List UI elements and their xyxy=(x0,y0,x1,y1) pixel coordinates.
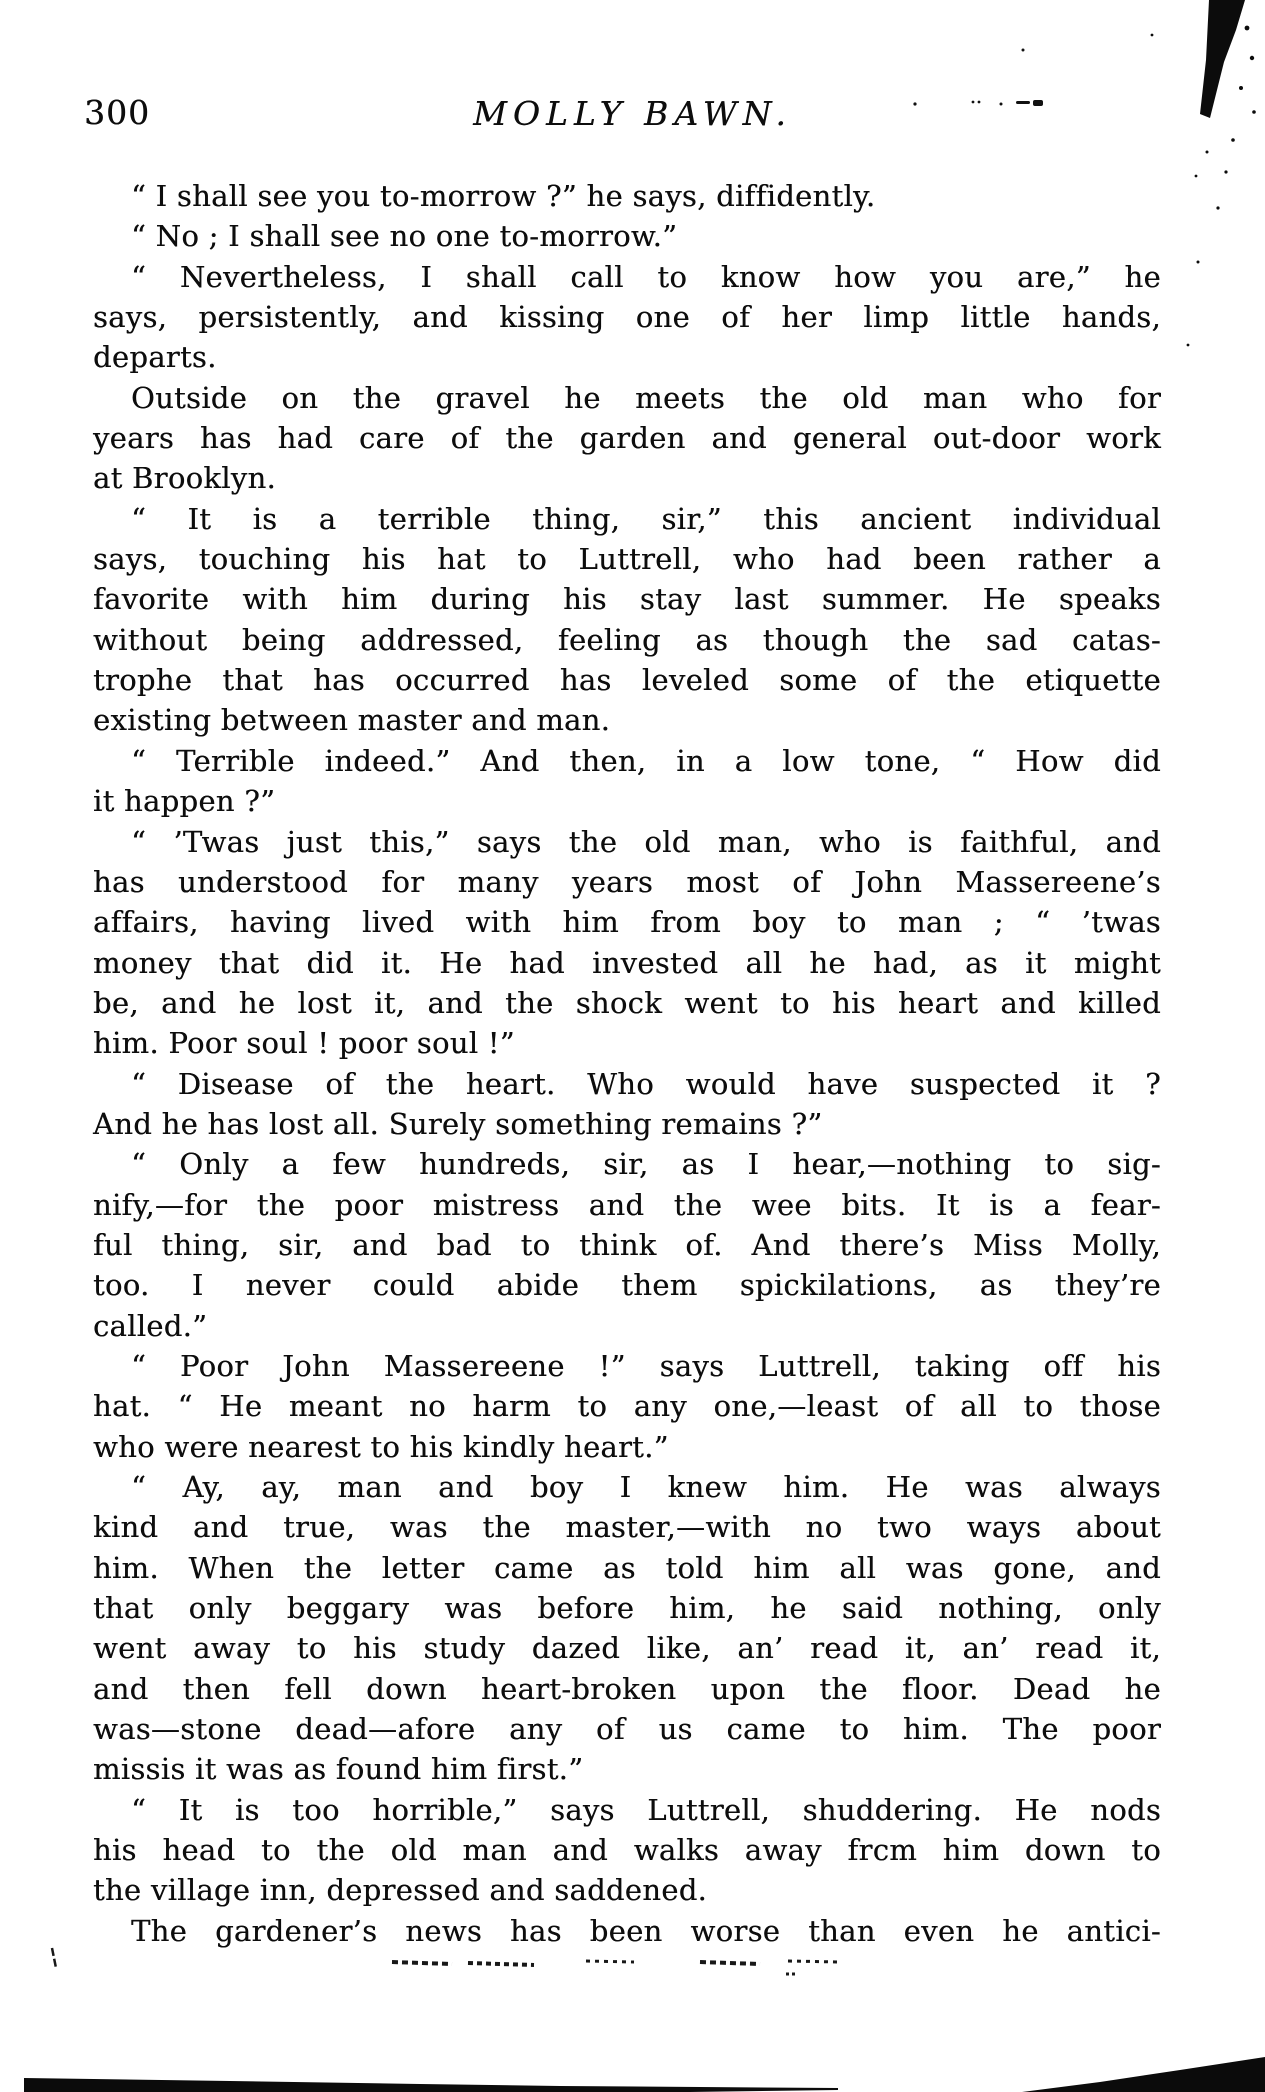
text-line: him. When the letter came as told him all was gone, and xyxy=(93,1550,1161,1585)
text-line: existing between master and man. xyxy=(93,703,611,738)
running-title: MOLLY BAWN. xyxy=(473,94,792,133)
text-line: called.” xyxy=(93,1308,208,1343)
text-line: him. Poor soul ! poor soul !” xyxy=(93,1026,515,1061)
text-line: “ Nevertheless, I shall call to know how you are,” he xyxy=(131,259,1161,294)
text-line: was—stone dead—afore any of us came to him. The poor xyxy=(93,1712,1161,1747)
text-line: who were nearest to his kindly heart.” xyxy=(93,1429,669,1464)
text-line: years has had care of the garden and general out-door work xyxy=(93,421,1161,456)
text-line: “ No ; I shall see no one to-morrow.” xyxy=(131,219,678,254)
text-line: “ Disease of the heart. Who would have suspected it ? xyxy=(131,1066,1161,1101)
text-line: “ It is a terrible thing, sir,” this ancient individual xyxy=(131,501,1161,536)
text-line: has understood for many years most of John Massereene’s xyxy=(93,864,1161,899)
body-text xyxy=(93,176,1161,1951)
text-line: kind and true, was the master,—with no two ways about xyxy=(93,1510,1161,1545)
text-line: that only beggary was before him, he said nothing, only xyxy=(93,1591,1161,1626)
text-line: The gardener’s news has been worse than even he antici- xyxy=(131,1913,1161,1948)
text-line: went away to his study dazed like, an’ read it, an’ read it, xyxy=(93,1631,1161,1666)
text-line: trophe that has occurred has leveled some of the etiquette xyxy=(93,663,1161,698)
text-line: money that did it. He had invested all he had, as it might xyxy=(93,945,1161,980)
text-line: favorite with him during his stay last summer. He speaks xyxy=(93,582,1161,617)
text-line: nify,—for the poor mistress and the wee bits. It is a fear- xyxy=(93,1187,1161,1222)
scan-artifact-bottom-left xyxy=(24,2078,838,2092)
text-line: “ Terrible indeed.” And then, in a low tone, “ How did xyxy=(131,743,1161,778)
text-line: missis it was as found him first.” xyxy=(93,1752,584,1787)
text-line: at Brooklyn. xyxy=(93,461,276,496)
scan-artifact-bottom-right xyxy=(1022,2057,1265,2092)
text-line: affairs, having lived with him from boy to man ; “ ’twas xyxy=(93,905,1161,940)
text-line: says, persistently, and kissing one of her limp little hands, xyxy=(93,300,1161,335)
text-line: it happen ?” xyxy=(93,784,276,819)
text-line: “ ’Twas just this,” says the old man, who is faithful, and xyxy=(131,824,1161,859)
text-line: “ I shall see you to-morrow ?” he says, diffidently. xyxy=(131,179,876,213)
text-line: “ Only a few hundreds, sir, as I hear,—nothing to sig- xyxy=(131,1147,1161,1182)
text-line: hat. “ He meant no harm to any one,—least of all to those xyxy=(93,1389,1161,1424)
scan-artifact-smudges xyxy=(52,1948,840,1974)
text-line: ful thing, sir, and bad to think of. And there’s Miss Molly, xyxy=(93,1227,1161,1262)
text-line: the village inn, depressed and saddened. xyxy=(93,1873,708,1908)
text-line: without being addressed, feeling as though the sad catas- xyxy=(93,622,1161,657)
text-line: be, and he lost it, and the shock went to his heart and killed xyxy=(93,985,1161,1020)
text-line: his head to the old man and walks away frcm him down to xyxy=(93,1833,1161,1868)
text-line: too. I never could abide them spickilations, as they’re xyxy=(93,1268,1161,1303)
text-line: Outside on the gravel he meets the old man who for xyxy=(131,380,1161,415)
text-line: and then fell down heart-broken upon the floor. Dead he xyxy=(93,1671,1161,1706)
text-line: “ It is too horrible,” says Luttrell, shuddering. He nods xyxy=(131,1792,1161,1827)
text-line: “ Ay, ay, man and boy I knew him. He was always xyxy=(131,1470,1161,1504)
text-line: departs. xyxy=(93,340,217,375)
page-number: 300 xyxy=(84,93,150,132)
text-line: says, touching his hat to Luttrell, who had been rather a xyxy=(93,542,1161,577)
scan-artifact-top-right xyxy=(1151,0,1256,346)
text-line: And he has lost all. Surely something remains ?” xyxy=(93,1106,823,1141)
text-line: “ Poor John Massereene !” says Luttrell, taking off his xyxy=(131,1348,1161,1383)
